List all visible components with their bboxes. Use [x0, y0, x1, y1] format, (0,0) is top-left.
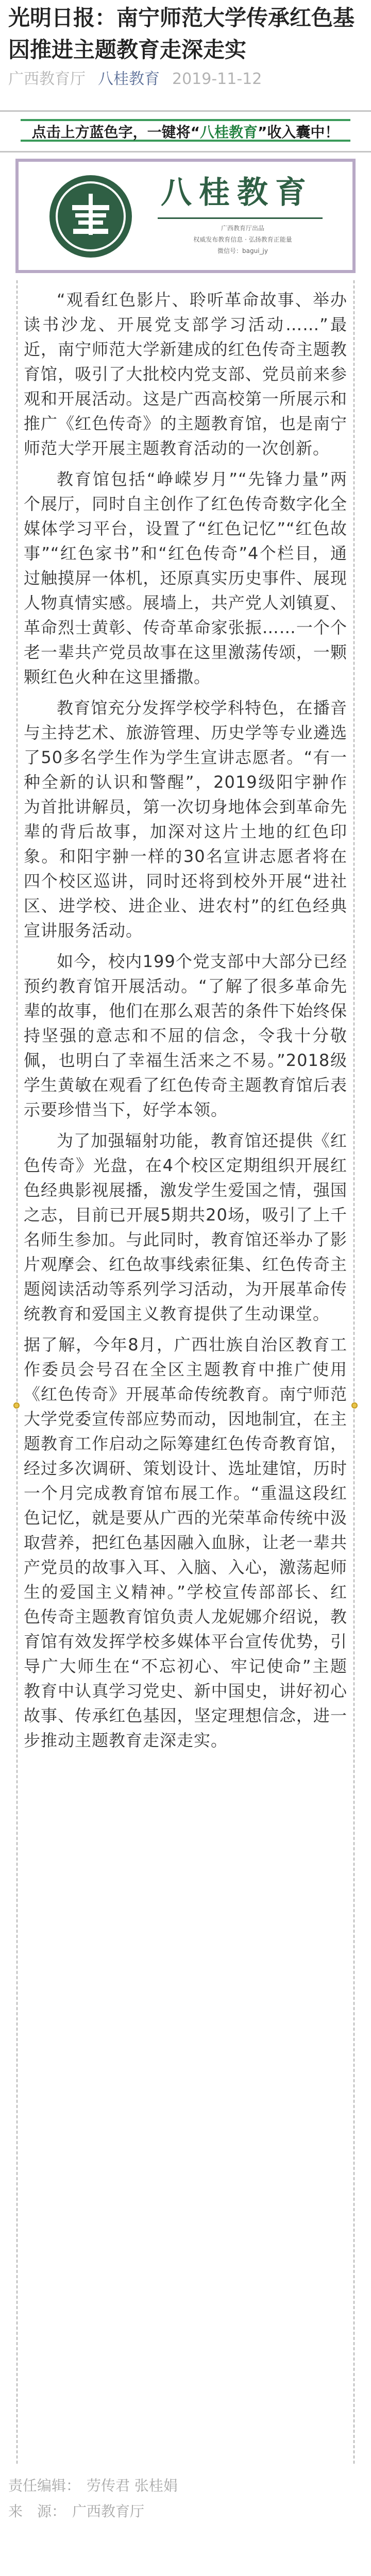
article-body: [24, 287, 347, 1759]
article-meta: [8, 69, 262, 90]
tagline-line-3: 微信号：bagui_jy: [217, 247, 268, 255]
editor-label: 责任编辑：: [8, 2477, 81, 2494]
paragraph-5: 为了加强辐射功能，教育馆还提供《红色传奇》光盘，在4个校区定期组织开展红色经典影视展播，激发学生爱国之情，强国之志，目前已开展5期共20场，吸引了上千名师生参加。与此同时，教育馆还举办了影片观摩会、红色故事线索征集、红色传奇主题阅读活动等系列学习活动，为开展革命传统教育和爱国主义教育提供了生动课堂。: [24, 1131, 347, 1324]
source-label: 来 源：: [8, 2503, 66, 2520]
account-link[interactable]: 八桂教育: [98, 70, 160, 88]
paragraph-1: “观看红色影片、聆听革命故事、举办读书沙龙、开展党支部学习活动……”最近，南宁师范大学新建成的红色传奇主题教育馆，吸引了大批校内党支部、党员前来参观和开展活动。这是广西高校第一所展示和推广《红色传奇》的主题教育馆，也是南宁师范大学开展主题教育活动的一次创新。: [24, 290, 347, 458]
banner-divider: [158, 217, 323, 219]
tagline-line-1: 广西教育厅出品: [221, 225, 264, 232]
editor-value: 劳传君 张桂娟: [87, 2477, 178, 2494]
follow-account-link[interactable]: 八桂教育: [199, 124, 258, 141]
paragraph-4: 如今，校内199个党支部中大部分已经预约教育馆开展活动。“了解了很多革命先辈的故事，他们在那么艰苦的条件下始终保持坚强的意志和不屈的信念，令我十分敬佩，也明白了幸福生活来之不易。”2018级学生黄敏在观看了红色传奇主题教育馆后表示要珍惜当下，好学本领。: [24, 952, 347, 1120]
paragraph-2: 教育馆包括“峥嵘岁月”“先锋力量”两个展厅，同时自主创作了红色传奇数字化全媒体学习平台，设置了“红色记忆”“红色故事”“红色家书”和“红色传奇”4个栏目，通过触摸屏一体机，还原真实历史事件、展现人物真情实感。展墙上，共产党人刘镇夏、革命烈士黄彰、传奇革命家张振……一个个老一辈共产党员故事在这里激荡传颂，一颗颗红色火种在这里播撒。: [24, 469, 347, 687]
article-footer: [8, 2473, 364, 2524]
follow-prompt: [21, 119, 350, 142]
logo-icon: [49, 175, 132, 258]
article-title: 光明日报：南宁师范大学传承红色基因推进主题教育走深走实: [8, 5, 355, 62]
brand-banner: [15, 159, 356, 273]
follow-suffix: ”收入囊中！: [258, 124, 340, 141]
frame-right-dot: [351, 1402, 358, 1409]
paragraph-6: 据了解，今年8月，广西壮族自治区教育工作委员会号召在全区主题教育中推广使用《红色传奇》开展革命传统教育。南宁师范大学党委宣传部应势而动，因地制宜，在主题教育工作启动之际筹建红色传奇教育馆，经过多次调研、策划设计、选址建馆，历时一个月完成教育馆布展工作。“重温这段红色记忆，就是要从广西的光荣革命传统中汲取营养，把红色基因融入血脉，让老一辈共产党员的故事入耳、入脑、入心，激荡起师生的爱国主义精神。”学校宣传部部长、红色传奇主题教育馆负责人龙妮娜介绍说，教育馆有效发挥学校多媒体平台宣传优势，引导广大师生在“不忘初心、牢记使命”主题教育中认真学习党史、新中国史，讲好初心故事、传承红色基因，坚定理想信念，进一步推动主题教育走深走实。: [24, 1335, 347, 1750]
brand-tagline: [158, 223, 328, 257]
paragraph-3: 教育馆充分发挥学校学科特色，在播音与主持艺术、旅游管理、历史学等专业遴选了50多名学生作为学生宣讲志愿者。“有一种全新的认识和警醒”，2019级阳宇翀作为首批讲解员，第一次切身地体会到革命先辈的背后故事，加深对这片土地的红色印象。和阳宇翀一样的30名宣讲志愿者将在四个校区巡讲，同时还将到校外开展“进社区、进学校、进企业、进农村”的红色经典宣讲服务活动。: [24, 698, 347, 940]
editor-row: [8, 2473, 364, 2499]
follow-prefix: 点击上方蓝色字，一键将“: [31, 124, 200, 141]
source-row: [8, 2499, 364, 2524]
frame-left-dot: [13, 1402, 20, 1409]
tagline-line-2: 权威发布教育信息 · 弘扬教育正能量: [193, 236, 292, 243]
brand-name: 八桂教育: [161, 175, 313, 211]
publish-date: 2019-11-12: [172, 70, 262, 88]
follow-bar: [0, 110, 371, 152]
source-value: 广西教育厅: [72, 2503, 145, 2520]
article-source: 广西教育厅: [8, 70, 86, 88]
